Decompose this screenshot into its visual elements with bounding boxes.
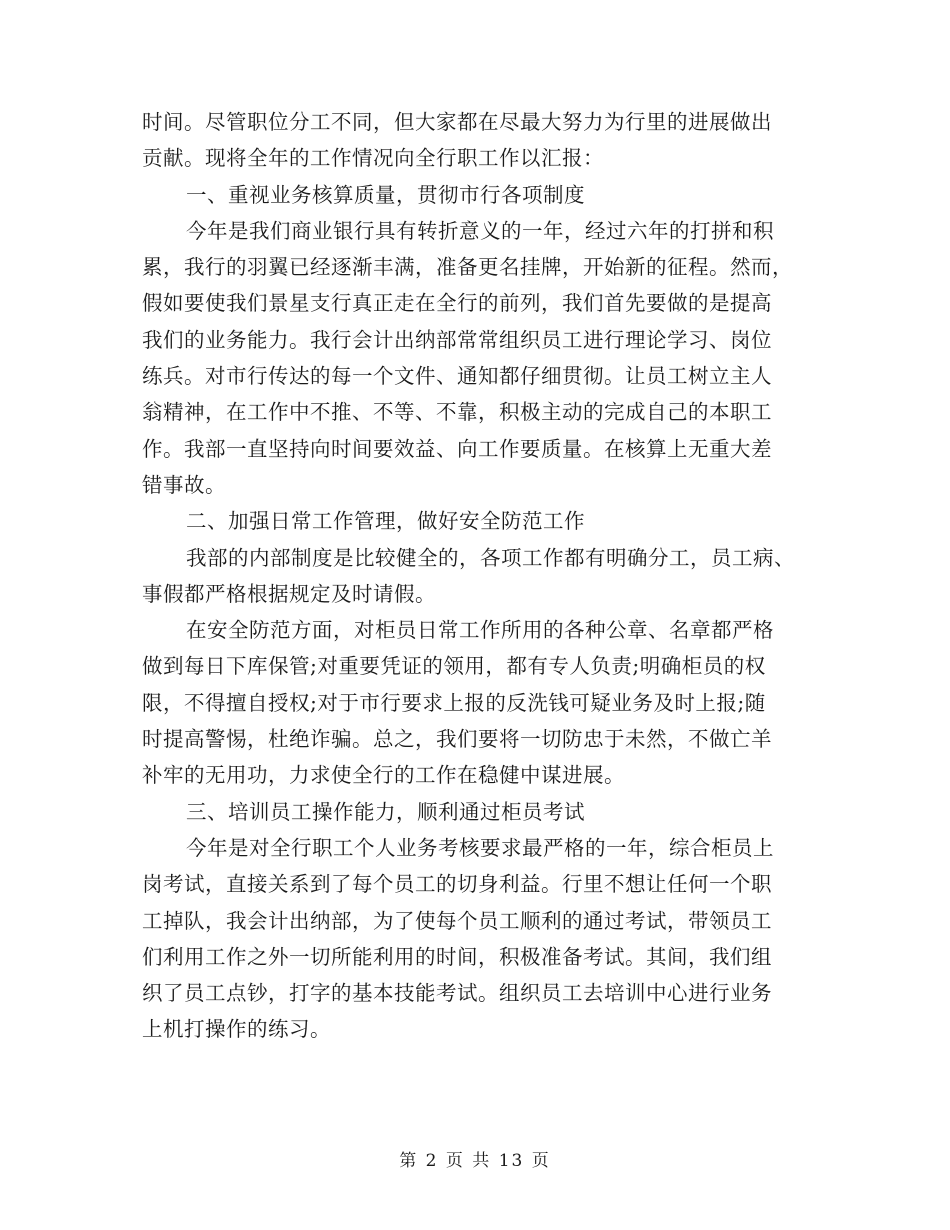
section-heading: 二、加强日常工作管理，做好安全防范工作 [186, 509, 585, 534]
text-line: 工掉队，我会计出纳部，为了使每个员工顺利的通过考试，带领员工 [142, 908, 772, 933]
section-heading: 一、重视业务核算质量，贯彻市行各项制度 [186, 182, 585, 207]
paragraph-first-line: 我部的内部制度是比较健全的，各项工作都有明确分工，员工病、 [186, 545, 795, 570]
text-line: 假如要使我们景星支行真正走在全行的前列，我们首先要做的是提高 [142, 291, 772, 316]
text-line: 累，我行的羽翼已经逐渐丰满，准备更名挂牌，开始新的征程。然而， [142, 255, 793, 280]
text-line: 限，不得擅自授权;对于市行要求上报的反洗钱可疑业务及时上报;随 [142, 690, 766, 715]
text-line: 翁精神，在工作中不推、不等、不靠，积极主动的完成自己的本职工 [142, 400, 772, 425]
page-number: 第 2 页 共 13 页 [399, 1151, 551, 1171]
text-line: 们利用工作之外一切所能利用的时间，积极准备考试。其间，我们组 [142, 944, 772, 969]
text-line: 我们的业务能力。我行会计出纳部常常组织员工进行理论学习、岗位 [142, 327, 772, 352]
text-line: 错事故。 [142, 472, 226, 497]
paragraph-first-line: 今年是对全行职工个人业务考核要求最严格的一年，综合柜员上 [186, 835, 774, 860]
paragraph-first-line: 今年是我们商业银行具有转折意义的一年，经过六年的打拼和积 [186, 218, 774, 243]
paragraph-first-line: 在安全防范方面，对柜员日常工作所用的各种公章、名章都严格 [186, 618, 774, 643]
text-line: 练兵。对市行传达的每一个文件、通知都仔细贯彻。让员工树立主人 [142, 364, 772, 389]
text-line: 作。我部一直坚持向时间要效益、向工作要质量。在核算上无重大差 [142, 436, 772, 461]
document-body [142, 104, 802, 1048]
text-line: 事假都严格根据规定及时请假。 [142, 581, 436, 606]
text-line: 岗考试，直接关系到了每个员工的切身利益。行里不想让任何一个职 [142, 872, 772, 897]
text-line: 贡献。现将全年的工作情况向全行职工作以汇报： [142, 146, 604, 171]
section-heading: 三、培训员工操作能力，顺利通过柜员考试 [186, 799, 585, 824]
text-line: 上机打操作的练习。 [142, 1017, 331, 1042]
text-line: 时间。尽管职位分工不同，但大家都在尽最大努力为行里的进展做出 [142, 110, 772, 134]
text-line: 补牢的无用功，力求使全行的工作在稳健中谋进展。 [142, 763, 625, 788]
text-line: 做到每日下库保管;对重要凭证的领用，都有专人负责;明确柜员的权 [142, 654, 766, 679]
text-line: 时提高警惕，杜绝诈骗。总之，我们要将一切防忠于未然，不做亡羊 [142, 727, 772, 752]
text-line: 织了员工点钞，打字的基本技能考试。组织员工去培训中心进行业务 [142, 981, 772, 1006]
